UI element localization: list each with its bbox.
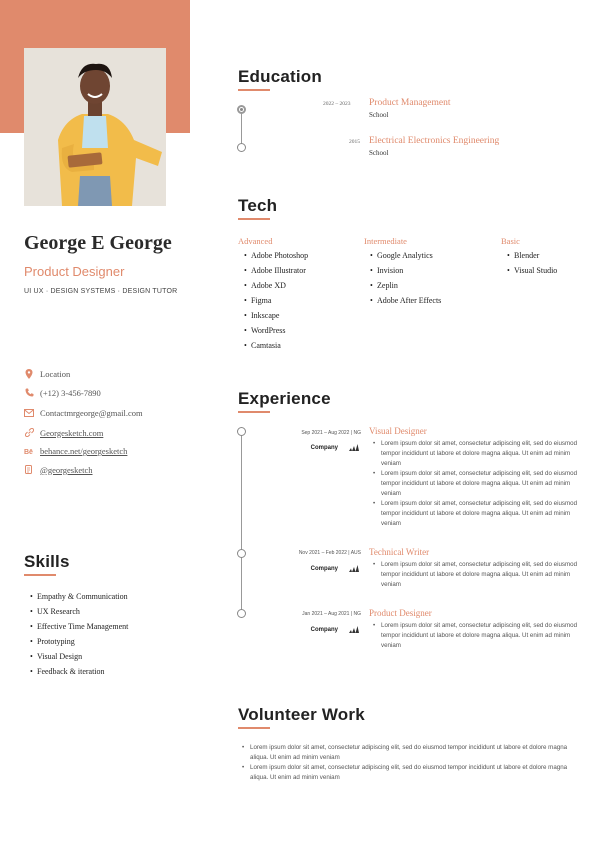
phone-icon	[24, 388, 34, 398]
job-title: Product Designer	[24, 264, 125, 279]
experience-role: Product Designer	[369, 608, 432, 618]
skill-item: • Empathy & Communication	[30, 591, 128, 606]
education-dates: 2022 – 2023	[323, 101, 351, 107]
skills-heading-underline	[24, 574, 56, 576]
experience-bullet: • Lorem ipsum dolor sit amet, consectetur adipiscing elit, sed do eiusmod tempor incididunt ut labore et dolore magna aliqua. Ut enim ad minim veniam	[373, 499, 583, 529]
company-name: Company	[310, 626, 338, 633]
tech-heading-block	[238, 196, 277, 220]
tagline: UI UX · DESIGN SYSTEMS · DESIGN TUTOR	[24, 288, 178, 295]
education-school: School	[369, 111, 389, 119]
person-name: George E George	[24, 232, 172, 254]
volunteer-item: • Lorem ipsum dolor sit amet, consectetur adipiscing elit, sed do eiusmod tempor incididunt ut labore et dolore magna aliqua. Ut enim ad minim veniam	[242, 743, 572, 763]
tech-category-label: Basic	[501, 236, 520, 246]
contact-behance-link[interactable]: behance.net/georgesketch	[40, 446, 128, 456]
contact-location	[24, 365, 204, 383]
contact-behance[interactable]	[24, 442, 204, 460]
tech-category-label: Advanced	[238, 236, 273, 246]
svg-text:Bē: Bē	[24, 449, 33, 455]
experience-bullet: • Lorem ipsum dolor sit amet, consectetur adipiscing elit, sed do eiusmod tempor incididunt ut labore et dolore magna aliqua. Ut enim ad minim veniam	[373, 469, 583, 499]
skills-heading-block	[24, 552, 70, 576]
volunteer-item: • Lorem ipsum dolor sit amet, consectetur adipiscing elit, sed do eiusmod tempor incididunt ut labore et dolore magna aliqua. Ut enim ad minim veniam	[242, 763, 572, 783]
experience-bullet-list	[373, 439, 583, 529]
tech-item: • Visual Studio	[507, 265, 557, 280]
education-heading-underline	[238, 89, 270, 91]
experience-role: Visual Designer	[369, 426, 427, 436]
education-heading-block	[238, 67, 322, 91]
experience-heading: Experience	[238, 389, 331, 408]
profile-photo	[24, 48, 166, 206]
education-degree: Electrical Electronics Engineering	[369, 136, 500, 146]
experience-heading-underline	[238, 411, 270, 413]
volunteer-heading: Volunteer Work	[238, 705, 365, 724]
contact-location-text: Location	[40, 369, 71, 379]
education-timeline-dot	[237, 105, 246, 114]
education-degree: Product Management	[369, 98, 451, 108]
volunteer-heading-block	[238, 705, 365, 729]
email-icon	[24, 408, 34, 418]
tech-column-basic	[501, 236, 557, 280]
education-dates: 2015	[349, 139, 360, 145]
skill-item: • Effective Time Management	[30, 621, 128, 636]
company-row	[235, 565, 359, 572]
contact-email[interactable]	[24, 404, 204, 422]
company-logo-icon	[348, 626, 359, 633]
tech-item: • Adobe XD	[244, 280, 308, 295]
location-pin-icon	[24, 369, 34, 379]
link-icon	[24, 428, 34, 438]
contact-website-link[interactable]: Georgesketch.com	[40, 427, 104, 438]
experience-heading-block	[238, 389, 331, 413]
experience-date-location: Jan 2021 – Aug 2021 | NG	[302, 611, 361, 617]
tech-item: • Figma	[244, 295, 308, 310]
tech-category-label: Intermediate	[364, 236, 407, 246]
tech-item: • Camtasia	[244, 340, 308, 355]
experience-timeline-line	[241, 432, 242, 612]
skill-item: • Feedback & iteration	[30, 666, 128, 681]
contact-email-text[interactable]: Contactmrgeorge@gmail.com	[40, 407, 143, 418]
experience-role: Technical Writer	[369, 547, 430, 557]
tech-column-advanced	[238, 236, 308, 355]
education-timeline-dot	[237, 143, 246, 152]
experience-date-location: Sep 2021 – Aug 2022 | NG	[301, 430, 361, 436]
experience-bullet-list	[373, 560, 583, 590]
tech-heading: Tech	[238, 196, 278, 215]
company-row	[235, 444, 359, 451]
skills-list	[30, 591, 128, 681]
volunteer-heading-underline	[238, 727, 270, 729]
company-name: Company	[310, 565, 338, 572]
experience-bullet: • Lorem ipsum dolor sit amet, consectetur adipiscing elit, sed do eiusmod tempor incididunt ut labore et dolore magna aliqua. Ut enim ad minim veniam	[373, 621, 583, 651]
company-logo-icon	[348, 565, 359, 572]
tech-item: • Inkscape	[244, 310, 308, 325]
tech-item: • Zeplin	[370, 280, 441, 295]
behance-icon	[24, 446, 34, 456]
dribbble-icon	[24, 465, 34, 475]
tech-column-intermediate	[364, 236, 441, 310]
volunteer-list	[242, 743, 572, 783]
tech-item: • Adobe Photoshop	[244, 250, 308, 265]
tech-item: • Google Analytics	[370, 250, 441, 265]
contact-phone	[24, 384, 204, 402]
company-row	[235, 626, 359, 633]
tech-item: • Invision	[370, 265, 441, 280]
contact-list	[24, 365, 204, 479]
skill-item: • Prototyping	[30, 636, 128, 651]
tech-item: • Blender	[507, 250, 557, 265]
education-school: School	[369, 149, 389, 157]
company-name: Company	[310, 444, 338, 451]
contact-dribbble-link[interactable]: @georgesketch	[40, 464, 93, 475]
education-heading: Education	[238, 67, 322, 86]
experience-bullet: • Lorem ipsum dolor sit amet, consectetur adipiscing elit, sed do eiusmod tempor incididunt ut labore et dolore magna aliqua. Ut enim ad minim veniam	[373, 439, 583, 469]
skill-item: • UX Research	[30, 606, 128, 621]
tech-item: • Adobe Illustrator	[244, 265, 308, 280]
tech-item: • WordPress	[244, 325, 308, 340]
skills-heading: Skills	[24, 552, 70, 571]
contact-dribbble[interactable]	[24, 461, 204, 479]
contact-phone-text: (+12) 3-456-7890	[40, 387, 101, 398]
skill-item: • Visual Design	[30, 651, 128, 666]
contact-website[interactable]	[24, 424, 204, 442]
tech-item: • Adobe After Effects	[370, 295, 441, 310]
experience-bullet-list	[373, 621, 583, 651]
tech-heading-underline	[238, 218, 270, 220]
experience-bullet: • Lorem ipsum dolor sit amet, consectetur adipiscing elit, sed do eiusmod tempor incididunt ut labore et dolore magna aliqua. Ut enim ad minim veniam	[373, 560, 583, 590]
experience-date-location: Nov 2021 – Feb 2022 | AUS	[298, 550, 361, 556]
company-logo-icon	[348, 444, 359, 451]
